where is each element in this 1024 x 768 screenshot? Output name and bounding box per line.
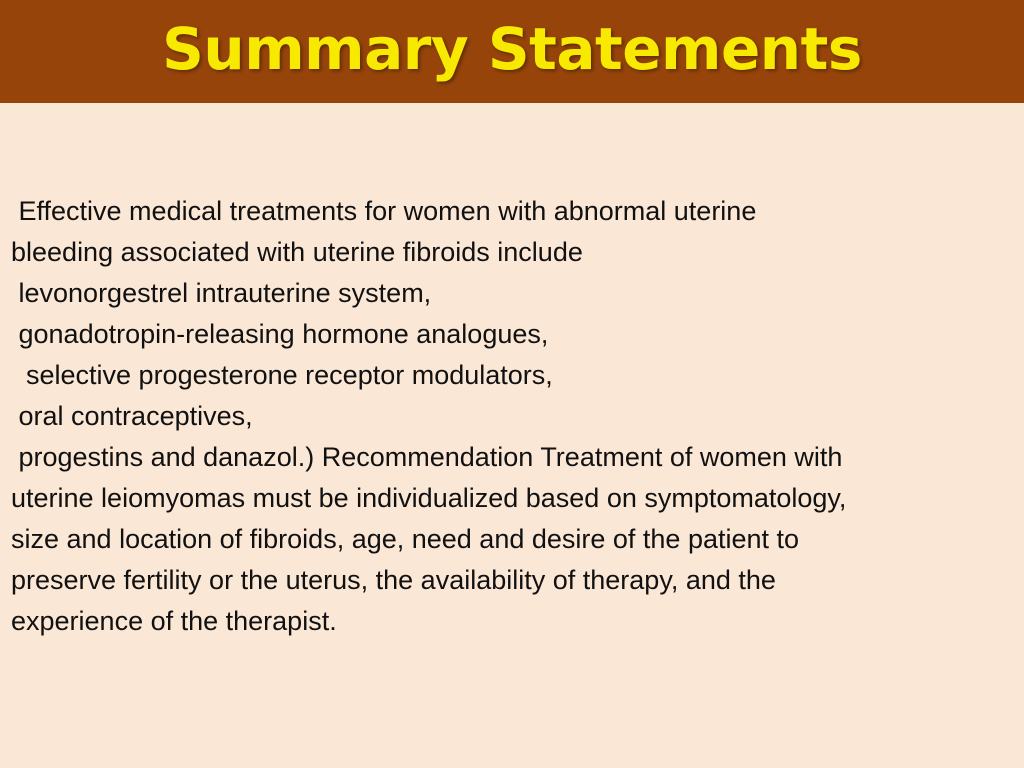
body-line: levonorgestrel intrauterine system,: [11, 278, 432, 308]
body-line: selective progesterone receptor modulators,: [11, 360, 553, 390]
body-line: size and location of fibroids, age, need and desire of the patient to: [11, 524, 800, 554]
body-line: bleeding associated with uterine fibroids include: [11, 237, 583, 267]
body-line: Effective medical treatments for women with abnormal uterine: [11, 196, 757, 226]
body-line: progestins and danazol.) Recommendation Treatment of women with: [11, 442, 843, 472]
slide-title: Summary Statements: [162, 15, 862, 83]
body-line: experience of the therapist.: [11, 606, 337, 636]
body-line: gonadotropin-releasing hormone analogues,: [11, 319, 549, 349]
body-line: uterine leiomyomas must be individualized based on symptomatology,: [11, 483, 847, 513]
slide-body: [11, 191, 1011, 642]
title-bar: [0, 0, 1024, 103]
body-line: preserve fertility or the uterus, the availability of therapy, and the: [11, 565, 776, 595]
body-line: oral contraceptives,: [11, 401, 253, 431]
